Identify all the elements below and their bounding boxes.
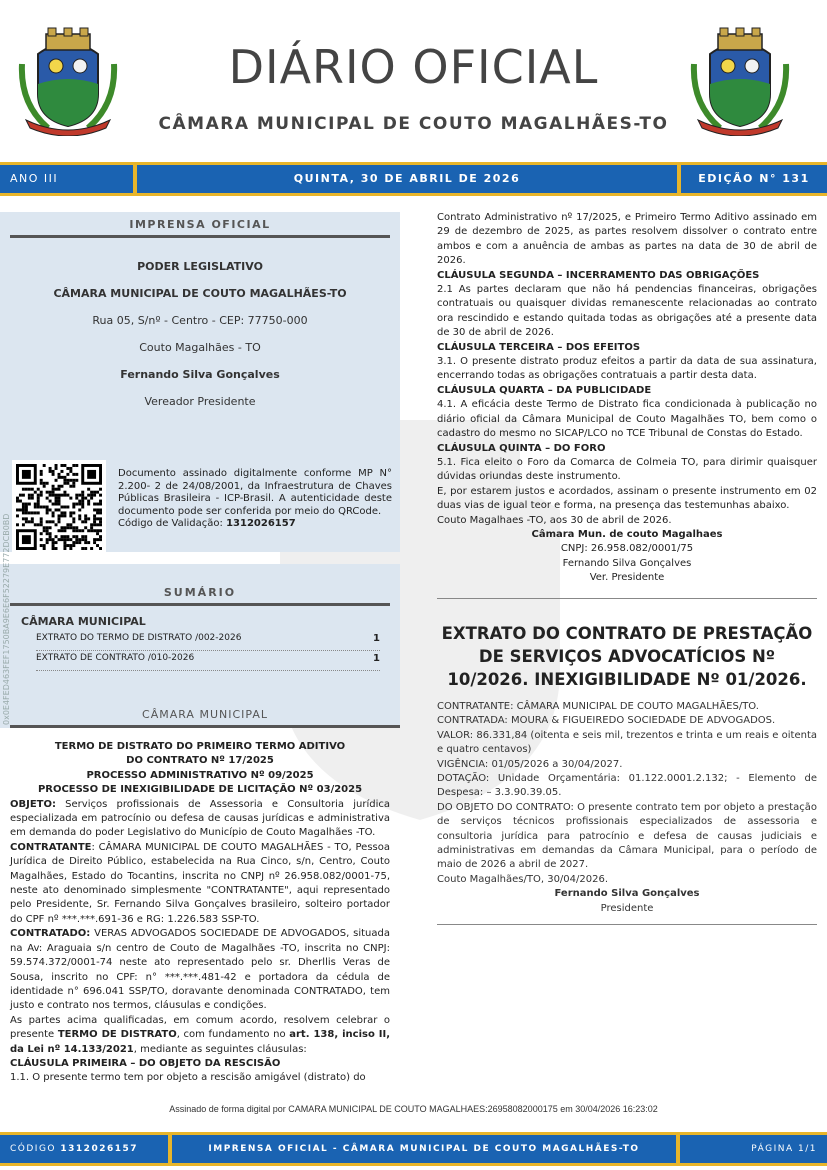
year-label: ANO III [10,172,59,185]
clausula-text: 3.1. O presente distrato produz efeitos a partir da data de sua assinatura, encerrando todas as obrigações contratuais a partir desta data. [437,356,817,382]
summary-section: CÂMARA MUNICIPAL [21,615,146,628]
poder-label: PODER LEGISLATIVO [137,260,263,273]
footer-center: IMPRENSA OFICIAL - CÂMARA MUNICIPAL DE COUTO MAGALHÃES-TO [208,1144,640,1154]
side-hash [2,711,11,725]
validation-code: 1312026157 [226,518,296,529]
footer-code-value: 1312026157 [60,1144,139,1154]
summary-item[interactable] [36,653,380,671]
clausula-heading: CLÁUSULA TERCEIRA – DOS EFEITOS [437,341,641,353]
section-bar: CÂMARA MUNICIPAL [10,701,400,728]
distrato-article [10,740,390,1086]
footer-bar [0,1132,827,1166]
place-date: Couto Magalhaes -TO, aos 30 de abril de 2026. [437,514,672,526]
clausula-text: 4.1. A eficácia deste Termo de Distrato fica condicionada à publicação no diário oficial da Câmara Municipal de Couto Magalhães TO, bem como o cadastro do mesmo no SICAP/LCO no TCE Tribunal de Constas do Estado. [437,399,817,440]
president-name: Fernando Silva Gonçalves [120,368,280,381]
summary-heading: SUMÁRIO [10,579,390,606]
objeto-label: OBJETO: [10,798,56,810]
extrato-signature-role: Presidente [600,902,654,914]
extrato-dotacao: DOTAÇÃO: Unidade Orçamentária: 01.122.0001.2.132; - Elemento de Despesa: – 3.3.90.39.05. [437,773,817,799]
divider [437,598,817,599]
validation-label: Código de Validação: [118,518,223,529]
contratado-text: VERAS ADVOGADOS SOCIEDADE DE ADVOGADOS, situada na Av: Araguaia s/n centro de Couto de Magalhães -TO, inscrita no CNPJ: 59.574.372/0001-74 neste ato representado pelo sr. Dherllis Veras de Sousa, inscrito no CPF: n° ***.***.481-42 e portadora da cédula de identidade n° 696.041 SSP/TO, doravante denominada CONTRATADO, tem justo e contrato nos termos, cláusulas e condições. [10,928,390,1012]
qr-code-icon [16,464,102,550]
imprensa-panel [0,212,400,721]
extrato-signature-person: Fernando Silva Gonçalves [554,888,700,900]
municipal-crest-icon [18,24,118,136]
extrato-contratante: CONTRATANTE: CÂMARA MUNICIPAL DE COUTO MAGALHÃES/TO. [437,701,759,712]
extrato-vigencia: VIGÊNCIA: 01/05/2026 a 30/04/2027. [437,758,623,770]
clausula-heading: CLÁUSULA QUARTA – DA PUBLICIDADE [437,384,652,396]
summary-item-page: 1 [373,653,380,664]
page-title: DIÁRIO OFICIAL [228,40,599,94]
clausula-text: 1.1. O presente termo tem por objeto a rescisão amigável (distrato) do [10,1072,366,1084]
summary-item[interactable] [36,633,380,651]
divider [437,924,817,925]
signature-cnpj: CNPJ: 26.958.082/0001/75 [560,543,694,555]
partes-law: art. 138, inciso II, da Lei nº 14.133/2021 [10,1029,391,1055]
footer-page: PÁGINA 1/1 [751,1144,817,1154]
contratado-paragraph [10,927,390,1013]
edition-bar [0,162,827,196]
president-role: Vereador Presidente [144,395,256,408]
signature-role: Ver. Presidente [589,572,665,584]
summary-item-page: 1 [373,633,380,644]
camara-name: CÂMARA MUNICIPAL DE COUTO MAGALHÃES-TO [53,287,347,300]
footer-code-label: CÓDIGO [10,1144,57,1154]
distrato-title-line: TERMO DE DISTRATO DO PRIMEIRO TERMO ADITIVO [54,741,346,752]
distrato-title-line: DO CONTRATO Nº 17/2025 [126,755,274,767]
footer-code [10,1135,138,1163]
partes-text: , com fundamento no [176,1029,290,1041]
summary-panel [0,564,400,728]
objeto-paragraph [10,798,390,841]
clausula-heading: CLÁUSULA PRIMEIRA – DO OBJETO DA RESCISÃO [10,1057,281,1069]
address: Rua 05, S/nº - Centro - CEP: 77750-000 [92,314,308,327]
clausula-text: 2.1 As partes declaram que não há pendencias financeiras, obrigações contratuais ou quaisquer dividas remanescente relacionadas ao contrato ora rescindido e estando quitada todas as obrigações até a presente data de 30 de abril de 2026. [437,284,817,339]
extrato-objeto: DO OBJETO DO CONTRATO: O presente contrato tem por objeto a prestação de serviços técnicos profissionais especializados de assessoria e consultoria jurídica para patrocínio e defesa de causas judiciais e administrativas em demandas da Câmara Municipal, para o período de maio de 2026 a abril de 2027. [437,801,817,871]
signature-notice [118,468,392,531]
extrato-place-date: Couto Magalhães/TO, 30/04/2026. [437,873,609,885]
partes-text: As partes acima qualificadas, em comum acordo, resolvem celebrar o presente [10,1014,390,1041]
issue-date: QUINTA, 30 DE ABRIL DE 2026 [293,172,521,185]
contract-text: Contrato Administrativo nº 17/2025, e Primeiro Termo Aditivo assinado em 29 de dezembro de 2025, as partes resolvem dissolver o contrato entre ambos e com a anuência de ambas as partes na data de 30 de abril de 2026. [437,212,817,267]
clausula-heading: CLÁUSULA SEGUNDA – INCERRAMENTO DAS OBRIGAÇÕES [437,269,760,281]
distrato-continuation [437,211,817,586]
clausula-heading: CLÁUSULA QUINTA – DO FORO [437,442,606,454]
imprensa-heading: IMPRENSA OFICIAL [10,212,390,238]
clausula-text: 5.1. Fica eleito o Foro da Comarca de Colmeia TO, para dirimir quaisquer dúvidas oriundas deste instrumento. [437,456,817,483]
page-subtitle: CÂMARA MUNICIPAL DE COUTO MAGALHÃES-TO [158,114,669,134]
extrato-contratada: CONTRATADA: MOURA & FIGUEIREDO SOCIEDADE DE ADVOGADOS. [437,715,776,727]
distrato-title-line: PROCESSO DE INEXIGIBILIDADE DE LICITAÇÃO Nº 03/2025 [37,784,363,796]
signature-entity: Câmara Mun. de couto Magalhaes [531,528,723,540]
masthead [0,0,827,160]
distrato-title-line: PROCESSO ADMINISTRATIVO Nº 09/2025 [86,769,314,781]
edition-number: EDIÇÃO N° 131 [698,172,810,185]
summary-item-label: EXTRATO DE CONTRATO /010-2026 [36,653,195,663]
contratante-text: : CÂMARA MUNICIPAL DE COUTO MAGALHÃES - TO, Pessoa Jurídica de Direito Público, estabelecida na Rua Cinco, s/n, Centro, Couto Magalhães, Estado do Tocantins, inscrita no CNPJ nº 26.958.082/0001-75, neste ato denominado simplesmente "CONTRATANTE", aqui representado pelo Presidente, Sr. Fernando Silva Gonçalves brasileiro, solteiro portador do CPF nº ***.***.691-36 e RG: 1.226.583 SSP-TO. [10,841,390,925]
extrato-article [437,700,817,916]
summary-item-label: EXTRATO DO TERMO DE DISTRATO /002-2026 [36,633,242,643]
digital-signature-line: Assinado de forma digital por CAMARA MUNICIPAL DE COUTO MAGALHAES:26958082000175 em 30/04/2026 16:23:02 [169,1104,658,1114]
signature-notice-text: Documento assinado digitalmente conforme MP N° 2.200- 2 de 24/08/2001, da Infraestrutura de Chaves Públicas Brasileira - ICP-Brasil. A autenticidade deste documento pode ser conferida por meio do QRCode. [118,468,392,517]
signature-person: Fernando Silva Gonçalves [562,557,692,569]
extrato-title: EXTRATO DO CONTRATO DE PRESTAÇÃO DE SERVIÇOS ADVOCATÍCIOS Nº 10/2026. INEXIGIBILIDADE Nº 01/2026. [441,624,813,689]
partes-paragraph [10,1014,390,1057]
partes-text: , mediante as seguintes cláusulas: [133,1043,307,1055]
closing-text: E, por estarem justos e acordados, assinam o presente instrumento em 02 duas vias de igual teor e forma, na presença das testemunhas abaixo. [437,485,817,512]
objeto-text: Serviços profissionais de Assessoria e Consultoria jurídica especializada em patrocínio ou defesa de causas jurídicas e administrativa em demanda do poder Legislativo do Município de Couto Magalhães -TO. [10,798,390,839]
municipal-crest-icon [690,24,790,136]
city: Couto Magalhães - TO [139,341,261,354]
contratante-paragraph [10,841,390,927]
qr-code[interactable] [12,460,106,554]
contratado-label: CONTRATADO: [10,928,91,940]
contratante-label: CONTRATANTE [10,841,92,853]
partes-term: TERMO DE DISTRATO [57,1029,177,1041]
extrato-valor: VALOR: 86.331,84 (oitenta e seis mil, trezentos e trinta e um reais e oitenta e quatro centavos) [437,729,817,756]
